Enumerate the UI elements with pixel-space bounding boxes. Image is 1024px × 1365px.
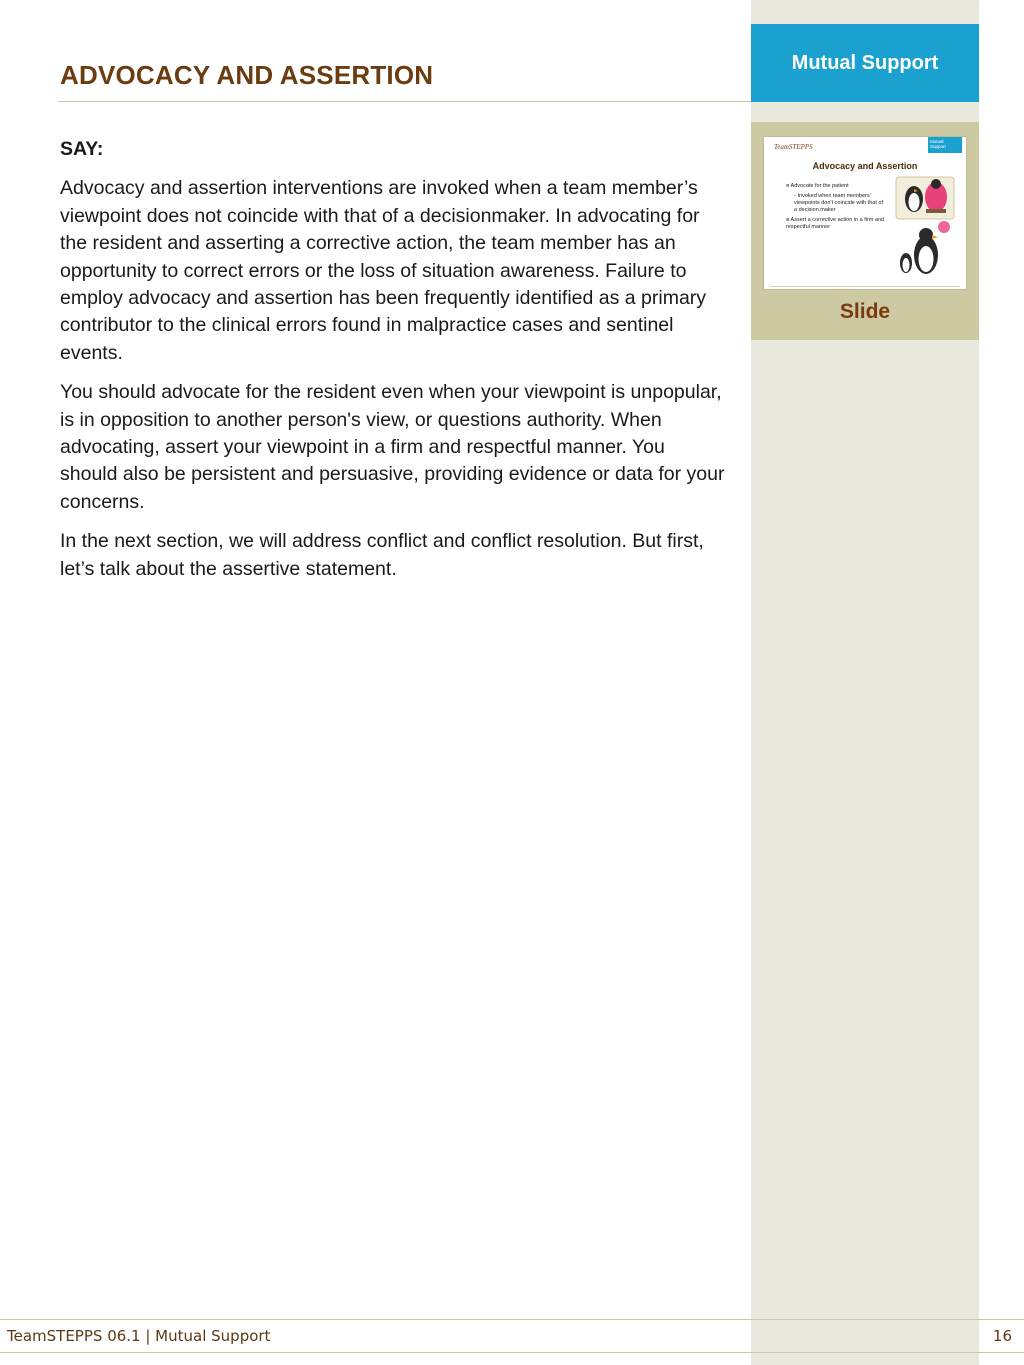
title-divider [58,101,751,102]
thumbnail-title: Advocacy and Assertion [812,161,918,171]
body-content [60,136,725,595]
section-tab: Mutual Support [751,24,979,102]
thumbnail-sub-bullet: ▪ Invoked when team members’ viewpoints don’t coincide with that of a decision maker [786,193,886,214]
thumbnail-bullet: ■ Advocate for the patient [786,183,886,190]
thumbnail-section-tag: Mutual Support [928,137,962,153]
thumbnail-brand: TeamSTEPPS [774,143,813,151]
footer-divider-top [0,1319,1024,1320]
page-number: 16 [992,1327,1012,1345]
slide-label: Slide [839,300,891,323]
thumbnail-bullets [786,183,886,234]
thumbnail-footer-rule [770,286,960,287]
paragraph-1: Advocacy and assertion interventions are invoked when a team member’s viewpoint does not coincide with that of a decisionmaker. In advocating for the resident and asserting a corrective action, the team member has an opportunity to correct errors or the loss of situation awareness. Failure to employ advocacy and assertion has been frequently identified as a primary contributor to the clinical errors found in malpractice cases and sentinel events. [60,177,707,364]
penguin-illustration [892,169,958,281]
page-title: ADVOCACY AND ASSERTION [60,60,434,90]
thumbnail-bullet: ■ Assert a corrective action in a firm and respectful manner [786,217,886,231]
paragraph-2: You should advocate for the resident even when your viewpoint is unpopular, is in opposition to another person's view, or questions authority. When advocating, assert your viewpoint in a firm and respectful manner. You should also be persistent and persuasive, providing evidence or data for your concerns. [60,381,725,513]
footer-text: TeamSTEPPS 06.1 | Mutual Support [7,1327,271,1345]
say-label: SAY: [60,138,104,160]
footer-divider-bottom [0,1352,1024,1353]
slide-thumbnail [763,136,967,290]
paragraph-3: In the next section, we will address conflict and conflict resolution. But first, let’s talk about the assertive statement. [60,530,704,580]
slide-panel [751,122,979,340]
